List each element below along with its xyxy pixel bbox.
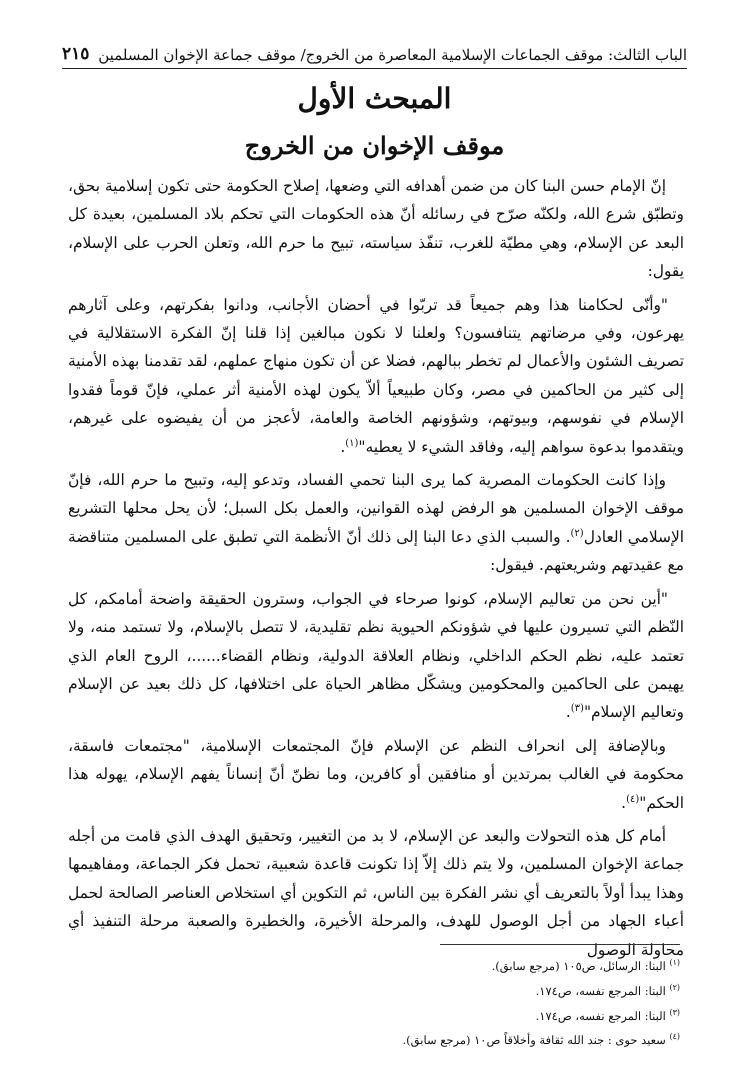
paragraph-4: أمام كل هذه التحولات والبعد عن الإسلام، لا بد من التغيير، وتحقيق الهدف الذي قامت من أجله جماعة الإخوان المسلمين، ولا يتم ذلك إلاّ إذا تكونت قاعدة شعبية، تحمل فكر الجماعة، ومفاهيمها وهذا يبدأ أولاً بالتعريف أي نشر الفكرة بين الناس، ثم التكوين أي استخلاص العناصر الصالحة لحمل أعباء الجهاد من أجل الوصول للهدف، والمرحلة الأخيرة، والخطيرة والصعبة مرحلة التنفيذ أي محاولة الوصول: [68, 826, 684, 959]
paragraph-1: إنّ الإمام حسن البنا كان من ضمن أهدافه التي وضعها، إصلاح الحكومة حتى تكون إسلامية بحق، وتطبّق شرع الله، ولكنّه صرّح في رسائله أنّ هذه الحكومات التي تحكم بلاد المسلمين، بعيدة كل البعد عن الإسلام، وهي مطيّة للغرب، تنفّذ سياسته، تبيح ما حرم الله، وتعلن الحرب على الإسلام، يقول:: [68, 177, 684, 281]
section-heading: المبحث الأول: [297, 82, 452, 115]
header-title: الباب الثالث: موقف الجماعات الإسلامية المعاصرة من الخروج/ موقف جماعة الإخوان المسلمين: [98, 46, 687, 64]
footnote-separator: [440, 944, 680, 945]
footnote-1: $^{(١)}$ البنا: الرسائل، ص١٠٥ (مرجع سابق).: [491, 958, 680, 973]
footnote-ref-4: (٤): [626, 793, 640, 805]
footnote-4: $^{(٤)}$ سعيد حوى : جند الله ثقافة وأخلاقاً ص١٠ (مرجع سابق).: [402, 1032, 680, 1048]
body-text: [68, 172, 684, 969]
section-subtitle: موقف الإخوان من الخروج: [244, 131, 505, 160]
footnote-ref-2: (٢): [570, 527, 584, 539]
footnote-ref-1: (١): [345, 437, 359, 449]
quote-1: "وأنّى لحكامنا هذا وهم جميعاً قد تربّوا في أحضان الأجانب، ودانوا بفكرتهم، وعلى آثارهم يهرعون، وفي مرضاتهم يتنافسون؟ ولعلنا لا نكون مبالغين إذا قلنا إنّ الفكرة الاستقلالية في تصريف الشئون والأعمال لم تخطر ببالهم، فضلا عن أن تكون منهاج عملهم، لقد تقدمنا بهذه الأمنية إلى كثير من الحاكمين في مصر، وكان طبيعياً ألاّ يكون لهذه الأمنية أثر عملي، فإنّ قوماً فقدوا الإسلام في نفوسهم، وبيوتهم، وشؤونهم الخاصة والعامة، لأعجز من أن يفيضوه على غيرهم، ويتقدموا بدعوة سواهم إليه، وفاقد الشيء لا يعطيه"$^{(١)}$.: [68, 295, 684, 456]
running-header: [62, 28, 687, 69]
footnote-3: $^{(٣)}$ البنا: المرجع نفسه، ص١٧٤.: [535, 1007, 680, 1023]
footnotes: [300, 952, 680, 1051]
paragraph-2: وإذا كانت الحكومات المصرية كما يرى البنا تحمي الفساد، وتدعو إليه، وتبيح ما حرم الله، فإنّ موقف الإخوان المسلمين هو الرفض لهذه القوانين، والعمل بكل السبل؛ لأن يحل محلها التشريع الإسلامي العادل$^{(٢)}$. والسبب الذي دعا البنا إلى ذلك أنّ الأنظمة التي تطبق على المسلمين متناقضة مع عقيدتهم وشريعتهم. فيقول:: [68, 471, 684, 575]
quote-2: "أين نحن من تعاليم الإسلام، كونوا صرحاء في الجواب، وسترون الحقيقة واضحة أمامكم، كل النّظم التي تسيرون عليها في شؤونكم الحيوية نظم تقليدية، لا تتصل بالإسلام، ولا تستمد منه، ولا تعتمد عليه، نظم الحكم الداخلي، ونظام العلاقة الدولية، ونظام القضاء......، الروح العام الذي يهيمن على الحاكمين والمحكومين ويشكّل مظاهر الحياة على اختلافها، كل ذلك بعيد عن الإسلام وتعاليم الإسلام"$^{(٣)}$.: [68, 589, 684, 722]
footnote-2: $^{(٢)}$ البنا: المرجع نفسه، ص١٧٤.: [535, 982, 680, 998]
footnote-ref-3: (٣): [570, 703, 584, 715]
page-number: ٢١٥: [62, 44, 90, 64]
paragraph-3: وبالإضافة إلى انحراف النظم عن الإسلام فإنّ المجتمعات الإسلامية، "مجتمعات فاسقة، محكومة في الغالب بمرتدين أو منافقين أو كافرين، وما نظنّ أنّ إنساناً يفهم الإسلام، يهوله هذا الحكم"$^{(٤)}$.: [68, 736, 684, 812]
